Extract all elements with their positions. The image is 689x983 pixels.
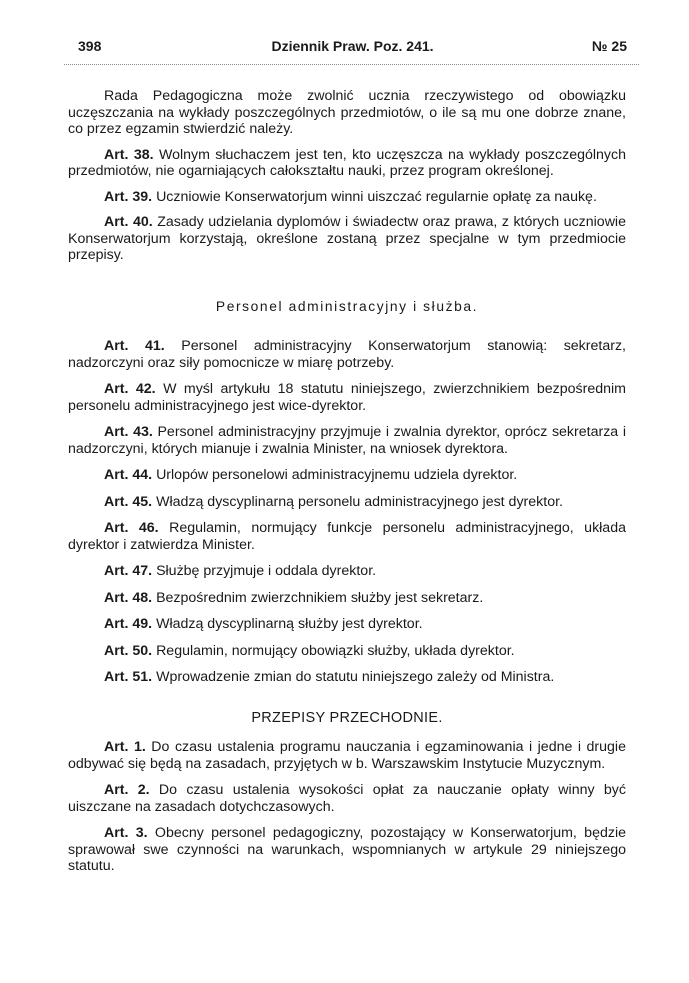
article-number: Art. 46. — [104, 520, 159, 536]
article-text: W myśl artykułu 18 statutu niniejszego, zwierzchnikiem bezpośrednim personelu administracyjnego jest wice-dyrektor. — [68, 381, 626, 414]
issue-number: № 25 — [591, 38, 627, 54]
article-text: Do czasu ustalenia programu nauczania i egzaminowania i jedne i drugie odbywać się będą na zasadach, przyjętych w b. Warszawskim Instytucie Muzycznym. — [68, 739, 626, 772]
article-text: Wolnym słuchaczem jest ten, kto uczęszcza na wykłady poszczególnych przedmiotów, nie ogarniających całokształtu nauki, przez program określonej. — [68, 146, 626, 179]
article-number: Art. 50. — [104, 642, 153, 659]
article-text: Do czasu ustalenia wysokości opłat za nauczanie opłaty winny być uiszczane na zasadach dotychczasowych. — [68, 782, 626, 815]
article-text: Urlopów personelowi administracyjnemu udziela dyrektor. — [156, 467, 518, 483]
article-text: Władzą dyscyplinarną służby jest dyrektor. — [156, 616, 423, 632]
article-number: Art. 1. — [104, 739, 146, 755]
transitional-article-1 — [68, 739, 626, 772]
article-text: Personel administracyjny przyjmuje i zwalnia dyrektor, oprócz sekretarza i nadzorczyni, których mianuje i zwalnia Minister, na wniosek dyrektora. — [68, 424, 626, 457]
article-text: Personel administracyjny Konserwatorjum stanowią: sekretarz, nadzorczyni oraz siły pomocnicze w miarę potrzeby. — [68, 338, 626, 371]
article-number: Art. 39. — [104, 188, 153, 205]
article-45 — [68, 494, 626, 511]
article-number: Art. 45. — [104, 493, 153, 510]
article-text: Władzą dyscyplinarną personelu administracyjnego jest dyrektor. — [156, 493, 563, 510]
article-number: Art. 43. — [104, 424, 153, 440]
article-text: Zasady udzielania dyplomów i świadectw oraz prawa, z których uczniowie Konserwatorjum korzystają, określone zostaną przez specjalne w tym przedmiocie przepisy. — [68, 214, 626, 263]
article-44 — [68, 467, 626, 484]
article-46 — [68, 520, 626, 553]
section-heading-personel: Personel administracyjny i służba. — [215, 298, 479, 314]
article-text: Służbę przyjmuje i oddala dyrektor. — [156, 563, 377, 579]
article-number: Art. 44. — [104, 467, 153, 483]
article-text: Regulamin, normujący obowiązki służby, układa dyrektor. — [156, 642, 515, 659]
article-50 — [68, 643, 626, 660]
article-number: Art. 2. — [104, 782, 150, 798]
article-number: Art. 49. — [104, 616, 153, 632]
article-text: Uczniowie Konserwatorjum winni uiszczać regularnie opłatę za naukę. — [156, 188, 597, 205]
paragraph-rada-pedagogiczna — [68, 88, 626, 138]
article-41 — [68, 338, 626, 371]
journal-title: Dziennik Praw. Poz. 241. — [271, 38, 434, 54]
article-51 — [68, 669, 626, 686]
article-number: Art. 48. — [104, 589, 153, 606]
transitional-article-2 — [68, 782, 626, 815]
article-number: Art. 41. — [104, 338, 165, 354]
article-number: Art. 3. — [104, 825, 148, 841]
article-text: Bezpośrednim zwierzchnikiem służby jest sekretarz. — [156, 589, 484, 606]
article-text: Wprowadzenie zmian do statutu niniejszego zależy od Ministra. — [156, 669, 555, 685]
article-number: Art. 42. — [104, 381, 156, 397]
article-43 — [68, 424, 626, 457]
article-38 — [68, 147, 626, 180]
document-body — [68, 88, 626, 875]
article-42 — [68, 381, 626, 414]
article-number: Art. 40. — [104, 214, 153, 230]
article-text: Regulamin, normujący funkcje personelu administracyjnego, układa dyrektor i zatwierdza Minister. — [68, 520, 626, 553]
paragraph-text: Rada Pedagogiczna może zwolnić ucznia rzeczywistego od obowiązku uczęszczania na wykłady poszczególnych przedmiotów, o ile są mu one dobrze znane, co przez egzamin stwierdzić należy. — [68, 88, 626, 137]
article-number: Art. 51. — [104, 669, 153, 685]
page-header — [78, 38, 627, 58]
article-39 — [68, 189, 626, 206]
article-47 — [68, 563, 626, 580]
transitional-article-3 — [68, 825, 626, 875]
article-49 — [68, 616, 626, 633]
article-number: Art. 47. — [104, 563, 153, 579]
header-divider — [64, 64, 639, 65]
section-heading-przepisy-przechodnie: PRZEPISY PRZECHODNIE. — [251, 709, 443, 726]
article-48 — [68, 590, 626, 607]
article-text: Obecny personel pedagogiczny, pozostający w Konserwatorjum, będzie sprawował swe czynności na warunkach, wspomnianych w artykule 29 niniejszego statutu. — [68, 825, 626, 874]
article-40 — [68, 214, 626, 264]
page-number: 398 — [78, 38, 102, 54]
article-number: Art. 38. — [104, 146, 154, 163]
